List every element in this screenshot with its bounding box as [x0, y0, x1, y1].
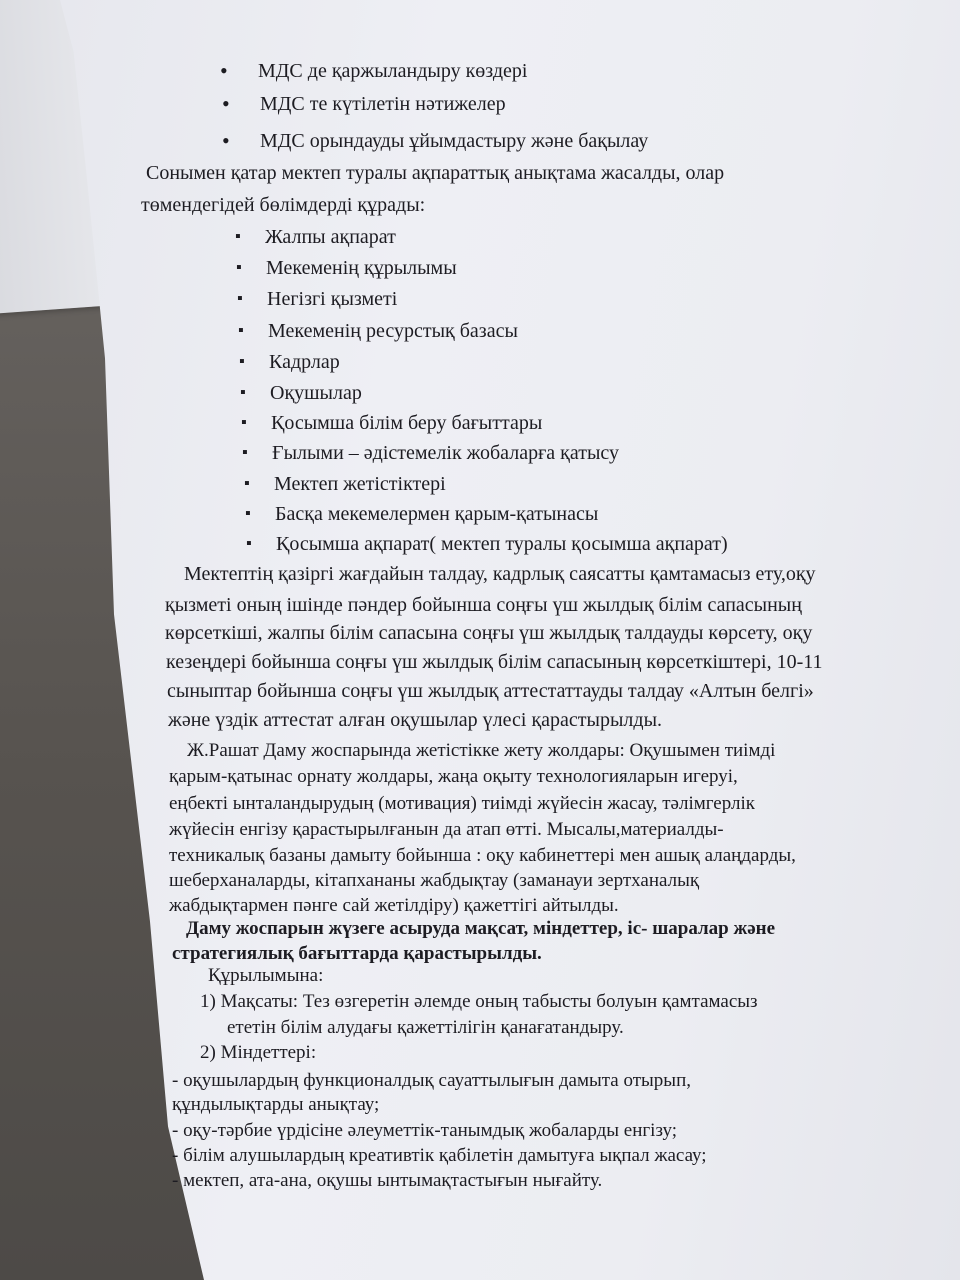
section-item: ▪ Мекеменің ресурстық базасы [268, 316, 518, 346]
section-item: ▪ Қосымша білім беру бағыттары [271, 408, 542, 438]
paragraph-line: Ж.Рашат Даму жоспарында жетістікке жету жолдары: Оқушымен тиімді [187, 740, 776, 761]
paragraph-line: жабдықтармен пәнге сай жетілдіру) қажеттігі айтылды. [169, 895, 619, 916]
paragraph-line: жүйесін енгізу қарастырылғанын да атап өтті. Мысалы,материалды- [169, 819, 724, 840]
section-item: ▪ Негізгі қызметі [267, 284, 397, 314]
bullet-item: • МДС де қаржыландыру көздері [258, 56, 527, 86]
intro-line: Сонымен қатар мектеп туралы ақпараттық анықтама жасалды, олар [146, 162, 725, 184]
tasks-label: 2) Міндеттері: [200, 1042, 317, 1063]
section-item: ▪ Ғылыми – әдістемелік жобаларға қатысу [272, 438, 619, 468]
goal-line: ететін білім алудағы қажеттілігін қанағатандыру. [227, 1017, 624, 1038]
paragraph-line: қызметі оның ішінде пәндер бойынша соңғы үш жылдық білім сапасының [165, 594, 802, 616]
section-item: ▪ Жалпы ақпарат [265, 222, 396, 252]
bullet-item: • МДС те күтілетін нәтижелер [260, 89, 506, 119]
task-line: - оқу-тәрбие үрдісіне әлеуметтік-танымдық жобаларды енгізу; [172, 1120, 678, 1141]
bold-heading-line: Даму жоспарын жүзеге асыруда мақсат, міндеттер, іс- шаралар және [186, 918, 776, 939]
paragraph-line: техникалық базаны дамыту бойынша : оқу кабинеттері мен ашық алаңдарды, [169, 845, 796, 866]
section-item: ▪ Оқушылар [270, 378, 362, 408]
section-item: ▪ Кадрлар [269, 347, 340, 377]
paragraph-line: еңбекті ынталандырудың (мотивация) тиімді жүйесін жасау, тәлімгерлік [169, 793, 755, 814]
task-line: - мектеп, ата-ана, оқушы ынтымақтастығын нығайту. [172, 1170, 603, 1191]
paragraph-line: қарым-қатынас орнату жолдары, жаңа оқыту технологияларын игеруі, [169, 766, 738, 787]
task-line: құндылықтарды анықтау; [172, 1094, 380, 1115]
section-item: ▪ Мекеменің құрылымы [266, 253, 457, 283]
structure-label: Құрылымына: [208, 965, 324, 986]
paragraph-line: және үздік аттестат алған оқушылар үлесі қарастырылды. [168, 709, 663, 731]
paragraph-line: көрсеткіші, жалпы білім сапасына соңғы үш жылдық талдауды көрсету, оқу [165, 622, 813, 644]
paragraph-line: кезеңдері бойынша соңғы үш жылдық білім сапасының көрсеткіштері, 10-11 [166, 651, 823, 673]
paragraph-line: сыныптар бойынша соңғы үш жылдық аттестаттауды талдау «Алтын белгі» [167, 680, 814, 702]
section-item: ▪ Басқа мекемелермен қарым-қатынасы [275, 499, 598, 529]
goal-line: 1) Мақсаты: Тез өзгеретін әлемде оның табысты болуын қамтамасыз [200, 991, 758, 1012]
intro-line: төмендегідей бөлімдерді құрады: [141, 194, 426, 216]
task-line: - білім алушылардың креативтік қабілетін дамытуға ықпал жасау; [172, 1145, 707, 1166]
paragraph-line: шеберханаларды, кітапхананы жабдықтау (заманауи зертханалық [169, 870, 700, 891]
section-item: ▪ Қосымша ақпарат( мектеп туралы қосымша ақпарат) [276, 529, 728, 559]
bullet-item: • МДС орындауды ұйымдастыру және бақылау [260, 126, 648, 156]
paragraph-line: Мектептің қазіргі жағдайын талдау, кадрлық саясатты қамтамасыз ету,оқу [184, 563, 816, 585]
section-item: ▪ Мектеп жетістіктері [274, 469, 446, 499]
task-line: - оқушылардың функционалдық сауаттылығын дамыта отырып, [172, 1070, 691, 1091]
bold-heading-line: стратегиялық бағыттарда қарастырылды. [172, 943, 542, 964]
